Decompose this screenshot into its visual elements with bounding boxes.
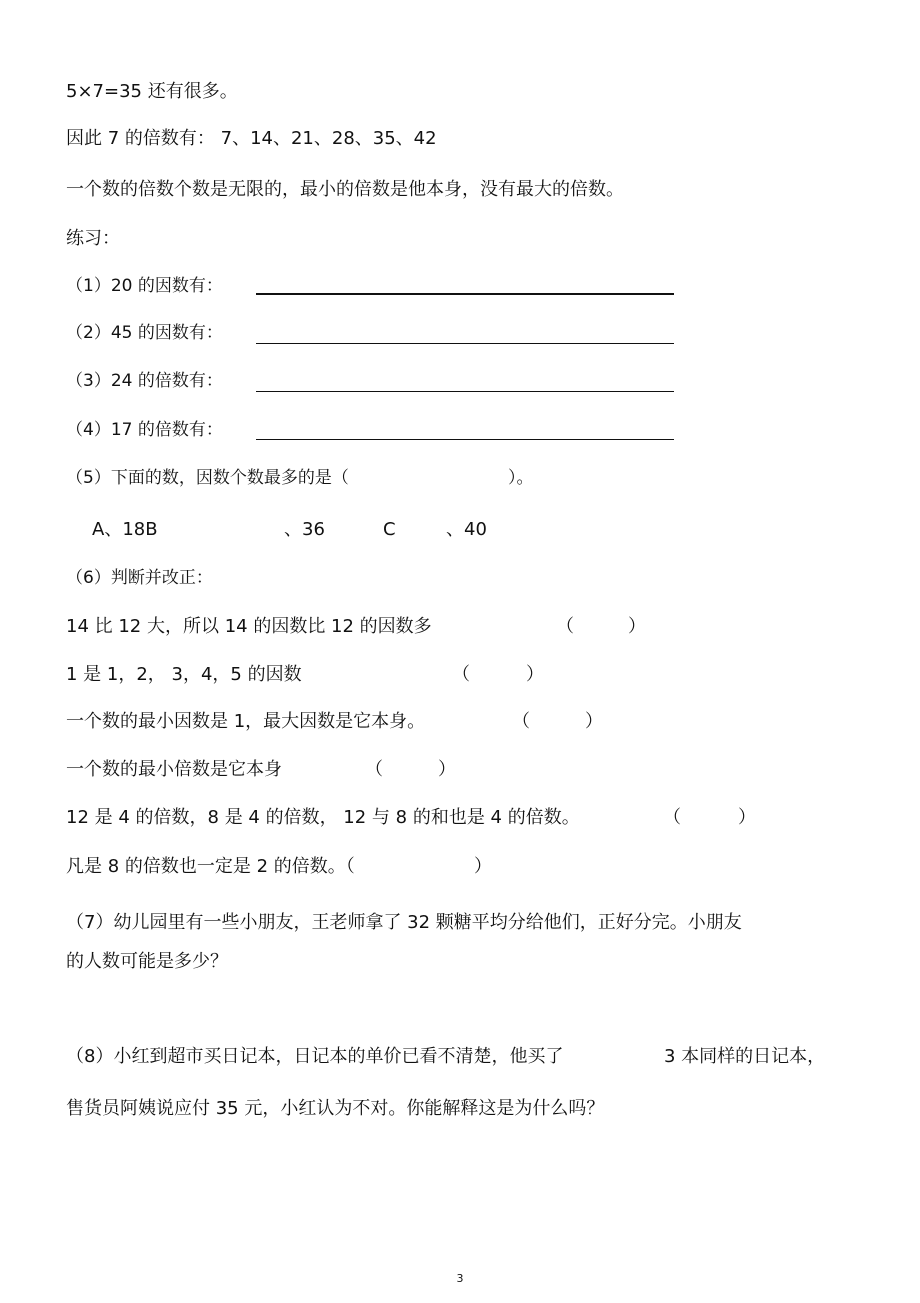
judgement-5-text: 12 是 4 的倍数，8 是 4 的倍数， 12 与 8 的和也是 4 的倍数。 (66, 807, 580, 828)
intro-line-1: 5×7=35 还有很多。 (66, 81, 238, 102)
answer-line-4[interactable] (256, 439, 674, 440)
judgement-1-text: 14 比 12 大，所以 14 的因数比 12 的因数多 (66, 616, 432, 637)
page-number: 3 (456, 1272, 464, 1285)
answer-line-1[interactable] (256, 293, 674, 295)
judgement-2-close: ） (526, 664, 544, 685)
judgement-4-text: 一个数的最小倍数是它本身 (66, 759, 282, 780)
judgement-6-close: ） (474, 856, 492, 877)
answer-line-2[interactable] (256, 343, 674, 344)
option-c: 、40 (446, 519, 487, 540)
answer-line-3[interactable] (256, 391, 674, 392)
question-5-close-paren: ）。 (508, 468, 534, 488)
question-7-line-1: （7）幼儿园里有一些小朋友，王老师拿了 32 颗糖平均分给他们，正好分完。小朋友 (66, 912, 742, 933)
judgement-3-open[interactable]: （ (512, 711, 530, 732)
question-2: （2）45 的因数有： (66, 323, 223, 343)
option-c-letter: C (383, 519, 396, 540)
option-b: 、36 (284, 519, 325, 540)
intro-line-3: 一个数的倍数个数是无限的，最小的倍数是他本身，没有最大的倍数。 (66, 179, 624, 200)
question-8-line-2: 售货员阿姨说应付 35 元，小红认为不对。你能解释这是为什么吗？ (66, 1098, 605, 1119)
judgement-2-open[interactable]: （ (452, 664, 470, 685)
question-4: （4）17 的倍数有： (66, 420, 223, 440)
option-a: A、18B (92, 519, 158, 540)
judgement-4-close: ） (438, 759, 456, 780)
judgement-1-open[interactable]: （ (556, 616, 574, 637)
intro-line-2: 因此 7 的倍数有： 7、14、21、28、35、42 (66, 128, 437, 149)
judgement-5-open[interactable]: （ (663, 807, 681, 828)
question-1: （1）20 的因数有： (66, 276, 223, 296)
judgement-2-text: 1 是 1，2， 3，4，5 的因数 (66, 664, 302, 685)
judgement-3-text: 一个数的最小因数是 1，最大因数是它本身。 (66, 711, 426, 732)
judgement-3-close: ） (585, 711, 603, 732)
judgement-6-text: 凡是 8 的倍数也一定是 2 的倍数。（ (66, 856, 355, 877)
question-7-line-2: 的人数可能是多少？ (66, 951, 228, 972)
practice-heading: 练习： (66, 228, 120, 249)
judgement-5-close: ） (738, 807, 756, 828)
question-5: （5）下面的数，因数个数最多的是（ (66, 468, 349, 488)
question-6-heading: （6）判断并改正： (66, 568, 213, 588)
judgement-1-close: ） (628, 616, 646, 637)
judgement-4-open[interactable]: （ (365, 759, 383, 780)
question-8-line-1a: （8）小红到超市买日记本，日记本的单价已看不清楚，他买了 (66, 1046, 564, 1067)
question-8-line-1b: 3 本同样的日记本， (664, 1046, 826, 1067)
question-3: （3）24 的倍数有： (66, 371, 223, 391)
